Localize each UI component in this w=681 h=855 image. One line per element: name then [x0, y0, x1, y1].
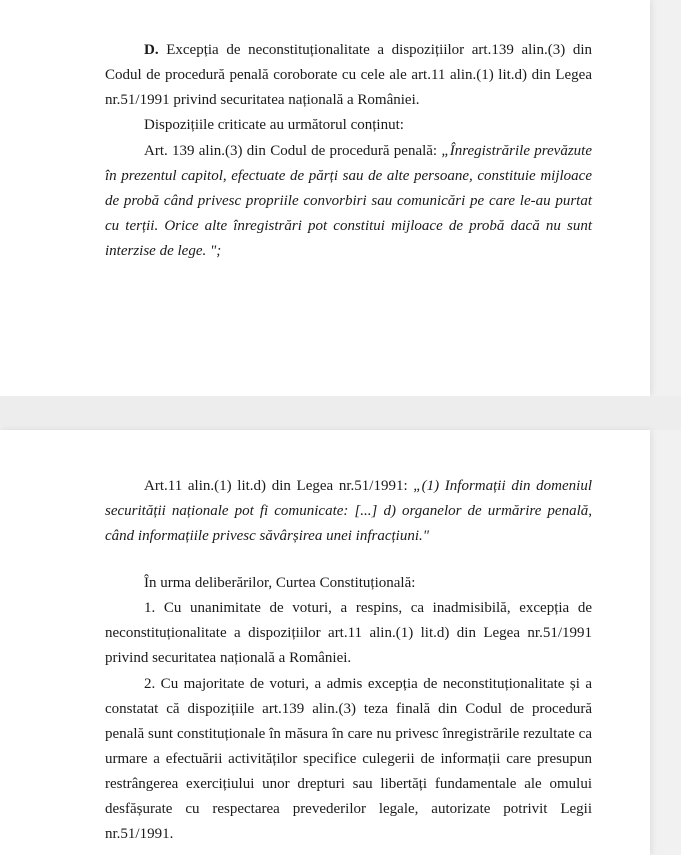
art11-quote: „(1) Informații din domeniul securității naționale pot fi comunicate: [...] d) organelor de urmărire penală, când informațiile privesc săvârșirea unei infracțiuni."	[105, 478, 592, 544]
section-d-paragraph	[105, 38, 592, 113]
page-gap	[0, 396, 681, 430]
art139-quote: „Înregistrările prevăzute în prezentul capitol, efectuate de părți sau de alte persoane, constituie mijloace de probă când privesc propriile convorbiri sau comunicări pe care le-au purtat cu terții. Orice alte înregistrări pot constitui mijloace de probă dacă nu sunt interzise de lege. ";	[105, 143, 592, 259]
art11-reference: Art.11 alin.(1) lit.d) din Legea nr.51/1991:	[144, 478, 414, 494]
section-label: D.	[144, 42, 159, 58]
criticized-intro: Dispozițiile criticate au următorul conținut:	[144, 117, 404, 133]
art11-paragraph	[105, 474, 592, 549]
deliberation-line: În urma deliberărilor, Curtea Constituțională:	[144, 575, 416, 591]
art139-reference: Art. 139 alin.(3) din Codul de procedură penală:	[144, 143, 442, 159]
ruling-item-1: 1. Cu unanimitate de voturi, a respins, ca inadmisibilă, excepția de neconstituționalitate a dispozițiilor art.11 alin.(1) lit.d) din Legea nr.51/1991 privind securitatea națională a României.	[105, 600, 592, 666]
section-text: Excepția de neconstituționalitate a dispozițiilor art.139 alin.(3) din Codul de procedură penală coroborate cu cele ale art.11 alin.(1) lit.d) din Legea nr.51/1991 privind securitatea națională a României.	[105, 42, 592, 108]
document-page-1	[0, 0, 650, 396]
art139-paragraph	[105, 139, 592, 264]
ruling-item-2: 2. Cu majoritate de voturi, a admis excepția de neconstituționalitate și a constatat că dispozițiile art.139 alin.(3) teza finală din Codul de procedură penală sunt constituționale în măsura în care nu privesc înregistrările rezultate ca urmare a efectuării activităților specifice culegerii de informații care presupun restrângerea exercițiului unor drepturi sau libertăți fundamentale ale omului desfășurate cu respectarea prevederilor legale, autorizate potrivit Legii nr.51/1991.	[105, 676, 592, 842]
document-page-2	[0, 430, 650, 855]
